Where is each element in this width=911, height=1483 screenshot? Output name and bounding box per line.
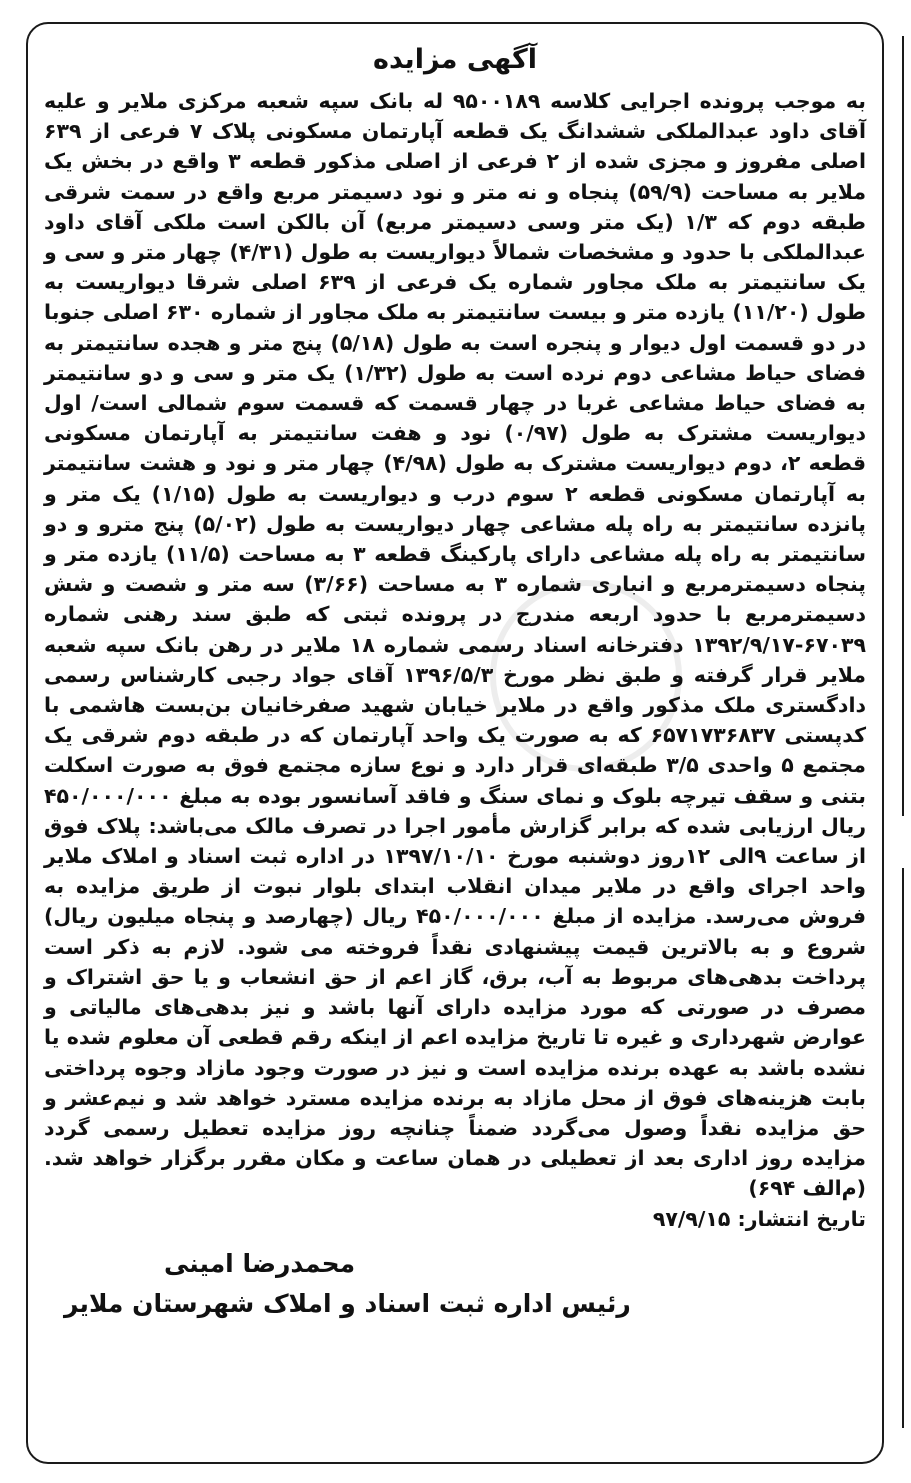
notice-title: آگهی مزایده [373, 44, 537, 75]
auction-notice [44, 40, 866, 1324]
publish-date: تاریخ انتشار: ۹۷/۹/۱۵ [652, 1206, 866, 1231]
column-divider-bottom [902, 868, 904, 1428]
signatory-title: رئیس اداره ثبت اسناد و املاک شهرستان ملایر [64, 1288, 631, 1318]
notice-body: به موجب پرونده اجرایی کلاسه ۹۵۰۰۱۸۹ له بانک سپه شعبه مرکزی ملایر و علیه آقای داود عبدالملکی ششدانگ یک قطعه آپارتمان مسکونی پلاک ۷ فرعی از ۶۳۹ اصلی مفروز و مجزی شده از ۲ فرعی از اصلی مذکور قطعه ۳ واقع در بخش یک ملایر به مساحت (۵۹/۹) پنجاه و نه متر و نود دسیمتر مربع واقع در سمت شرقی طبقه دوم که ۱/۳ (یک متر وسی دسیمتر مربع) آن بالکن است ملکی آقای داود عبدالملکی با حدود و مشخصات شمالاً دیواریست به طول (۴/۳۱) چهار متر و سی و یک سانتیمتر به ملک مجاور شماره یک فرعی از ۶۳۹ اصلی شرقا دیواریست به طول (۱۱/۲۰) یازده متر و بیست سانتیمتر به ملک مجاور از شماره ۶۳۰ اصلی جنوبا در دو قسمت اول دیوار و پنجره است به طول (۵/۱۸) پنج متر و هجده سانتیمتر به فضای حیاط مشاعی دوم نرده است به طول (۱/۳۲) یک متر و سی و دو سانتیمتر به فضای حیاط مشاعی غربا در چهار قسمت که قسمت سوم شمالی است/ اول دیواریست مشترک به طول (۰/۹۷) نود و هفت سانتیمتر به آپارتمان مسکونی قطعه ۲، دوم دیواریست مشترک به طول (۴/۹۸) چهار متر و نود و هشت سانتیمتر به آپارتمان مسکونی قطعه ۲ سوم درب و دیواریست به طول (۱/۱۵) یک متر و پانزده سانتیمتر به راه پله مشاعی چهار دیواریست به طول (۵/۰۲) پنج مترو و دو سانتیمتر به راه پله مشاعی دارای پارکینگ قطعه ۳ به مساحت (۱۱/۵) یازده متر و پنجاه دسیمترمربع و انباری شماره ۳ به مساحت (۳/۶۶) سه متر و شصت و شش دسیمترمربع با حدود اربعه مندرج در پرونده ثبتی که طبق سند رهنی شماره ۶۷۰۳۹-۱۳۹۲/۹/۱۷ دفترخانه اسناد رسمی شماره ۱۸ ملایر در رهن بانک سپه شعبه ملایر قرار گرفته و طبق نظر مورخ ۱۳۹۶/۵/۳ آقای جواد رجبی کارشناس رسمی دادگستری ملک مذکور واقع در ملایر خیابان شهید صفرخانیان بن‌بست هاشمی با کدپستی ۶۵۷۱۷۳۶۸۳۷ که به صورت یک واحد آپارتمان که در طبقه دوم شرقی یک مجتمع ۵ واحدی ۳/۵ طبقه‌ای قرار دارد و نوع سازه مجتمع فوق به صورت اسکلت بتنی و سقف تیرچه بلوک و نمای سنگ و فاقد آسانسور بوده به مبلغ ۴۵۰/۰۰۰/۰۰۰ ریال ارزیابی شده که برابر گزارش مأمور اجرا در تصرف مالک می‌باشد: پلاک فوق از ساعت ۹الی ۱۲روز دوشنبه مورخ ۱۳۹۷/۱۰/۱۰ در اداره ثبت اسناد و املاک ملایر واحد اجرای واقع در ملایر میدان انقلاب ابتدای بلوار نبوت از طریق مزایده به فروش می‌رسد. مزایده از مبلغ ۴۵۰/۰۰۰/۰۰۰ ریال (چهارصد و پنجاه میلیون ریال) شروع و به بالاترین قیمت پیشنهادی نقداً فروخته می شود. لازم به ذکر است پرداخت بدهی‌های مربوط به آب، برق، گاز اعم از حق انشعاب و یا حق اشتراک و مصرف در صورتی که مورد مزایده دارای آنها باشد و نیز بدهی‌های مالیاتی و عوارض شهرداری و غیره تا تاریخ مزایده اعم از اینکه رقم قطعی آن معلوم شده یا نشده باشد به عهده برنده مزایده است و نیز در صورت وجود مازاد وجوه پرداختی بابت هزینه‌های فوق از محل مازاد به برنده مزایده مسترد خواهد شد و نیم‌عشر و حق مزایده نقداً وصول می‌گردد ضمناً چنانچه روز مزایده تعطیل رسمی گردد مزایده روز اداری بعد از تعطیلی در همان ساعت و مکان مقرر برگزار خواهد شد. (م‌الف ۶۹۴) [44, 89, 867, 1201]
column-divider-top [902, 36, 904, 816]
signatory-name: محمدرضا امینی [164, 1248, 356, 1278]
